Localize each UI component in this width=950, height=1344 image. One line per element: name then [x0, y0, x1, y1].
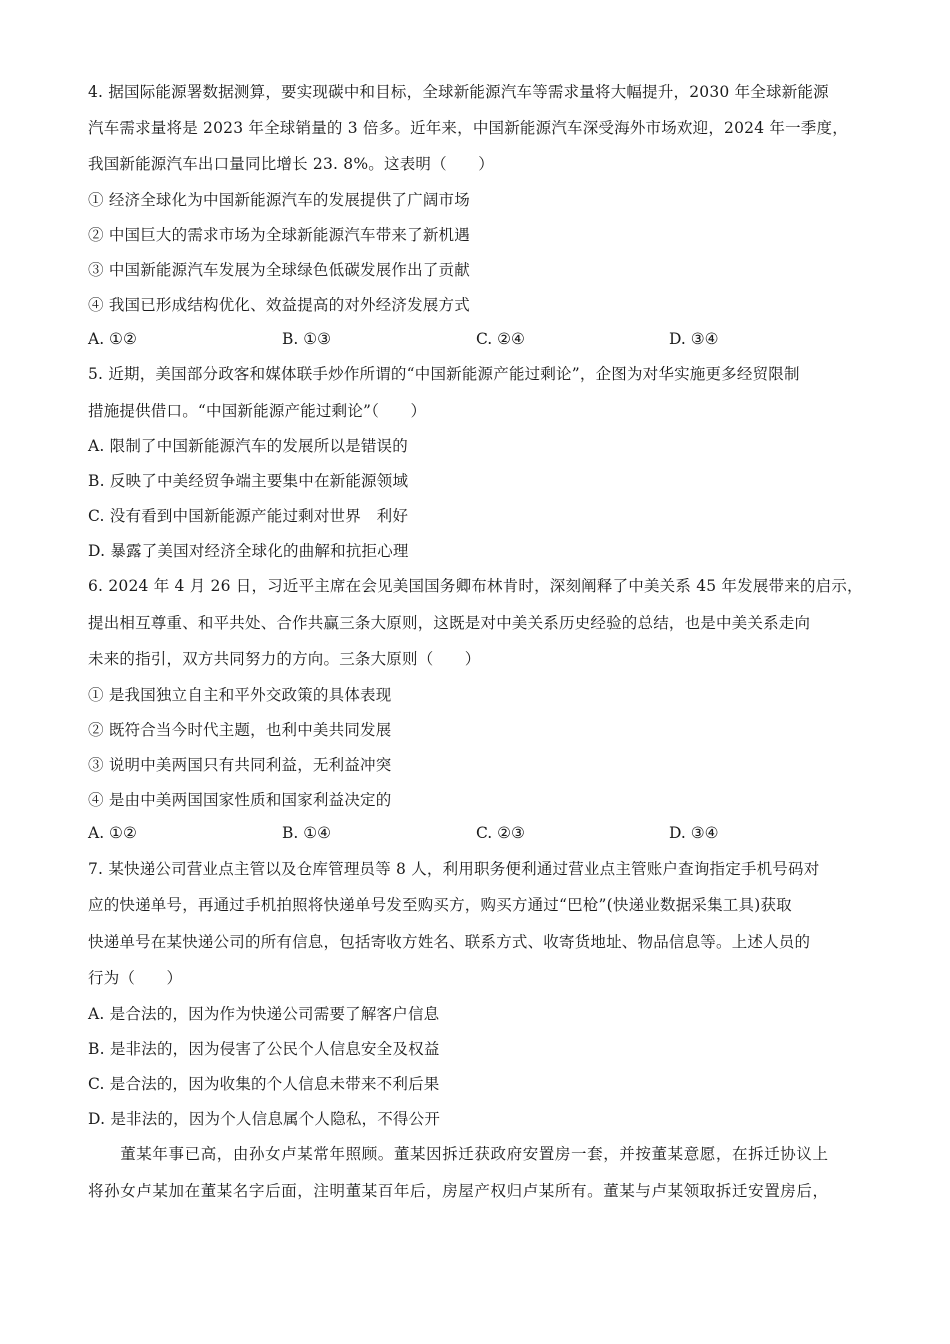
q5-stem-line: 措施提供借口。“中国新能源产能过剩论”（ ） [88, 402, 427, 420]
q5-choice-b: B. 反映了中美经贸争端主要集中在新能源领域 [88, 472, 409, 490]
q6-stem-line: 6. 2024 年 4 月 26 日，习近平主席在会见美国国务卿布林肯时，深刻阐释了中美关系 45 年发展带来的启示， [88, 577, 863, 595]
q6-statement: ① 是我国独立自主和平外交政策的具体表现 [88, 686, 392, 704]
q4-statement: ① 经济全球化为中国新能源汽车的发展提供了广阔市场 [88, 191, 470, 209]
passage-line: 董某年事已高，由孙女卢某常年照顾。董某因拆迁获政府安置房一套，并按董某意愿，在拆迁协议上 [88, 1145, 829, 1163]
q4-option-a: A. ①② [88, 330, 137, 348]
q6-option-a: A. ①② [88, 824, 137, 842]
q4-option-b: B. ①③ [282, 330, 332, 348]
q4-statement: ③ 中国新能源汽车发展为全球绿色低碳发展作出了贡献 [88, 261, 470, 279]
q6-statement: ④ 是由中美两国国家性质和国家利益决定的 [88, 791, 392, 809]
q4-stem-line: 4. 据国际能源署数据测算，要实现碳中和目标，全球新能源汽车等需求量将大幅提升，2030 年全球新能源 [88, 83, 829, 101]
q6-option-b: B. ①④ [282, 824, 332, 842]
q4-option-c: C. ②④ [476, 330, 525, 348]
q5-choice-c: C. 没有看到中国新能源产能过剩对世界 利好 [88, 507, 409, 525]
q4-stem-line: 汽车需求量将是 2023 年全球销量的 3 倍多。近年来，中国新能源汽车深受海外市场欢迎，2024 年一季度， [88, 119, 848, 137]
q7-choice-d: D. 是非法的，因为个人信息属个人隐私，不得公开 [88, 1110, 441, 1128]
q6-statement: ③ 说明中美两国只有共同利益，无利益冲突 [88, 756, 392, 774]
q4-statement: ④ 我国已形成结构优化、效益提高的对外经济发展方式 [88, 296, 470, 314]
q5-choice-a: A. 限制了中国新能源汽车的发展所以是错误的 [88, 437, 408, 455]
q7-choice-c: C. 是合法的，因为收集的个人信息未带来不利后果 [88, 1075, 440, 1093]
passage-line: 将孙女卢某加在董某名字后面，注明董某百年后，房屋产权归卢某所有。董某与卢某领取拆迁安置房后， [88, 1182, 829, 1200]
q4-option-d: D. ③④ [669, 330, 719, 348]
q4-stem-line: 我国新能源汽车出口量同比增长 23. 8%。这表明（ ） [88, 155, 494, 173]
q7-stem-line: 快递单号在某快递公司的所有信息，包括寄收方姓名、联系方式、收寄货地址、物品信息等。上述人员的 [88, 933, 811, 951]
q7-stem-line: 行为（ ） [88, 969, 183, 987]
q5-choice-d: D. 暴露了美国对经济全球化的曲解和抗拒心理 [88, 542, 409, 560]
q4-statement: ② 中国巨大的需求市场为全球新能源汽车带来了新机遇 [88, 226, 470, 244]
q7-choice-a: A. 是合法的，因为作为快递公司需要了解客户信息 [88, 1005, 440, 1023]
q7-stem-line: 应的快递单号，再通过手机拍照将快递单号发至购买方，购买方通过“巴枪”(快递业数据采集工具)获取 [88, 896, 792, 914]
q5-stem-line: 5. 近期，美国部分政客和媒体联手炒作所谓的“中国新能源产能过剩论”，企图为对华实施更多经贸限制 [88, 365, 800, 383]
q6-statement: ② 既符合当今时代主题，也利中美共同发展 [88, 721, 392, 739]
q7-choice-b: B. 是非法的，因为侵害了公民个人信息安全及权益 [88, 1040, 440, 1058]
q6-stem-line: 提出相互尊重、和平共处、合作共赢三条大原则，这既是对中美关系历史经验的总结，也是中美关系走向 [88, 614, 811, 632]
q6-stem-line: 未来的指引，双方共同努力的方向。三条大原则（ ） [88, 650, 481, 668]
q6-option-d: D. ③④ [669, 824, 719, 842]
q6-option-c: C. ②③ [476, 824, 525, 842]
q7-stem-line: 7. 某快递公司营业点主管以及仓库管理员等 8 人，利用职务便利通过营业点主管账户查询指定手机号码对 [88, 860, 820, 878]
